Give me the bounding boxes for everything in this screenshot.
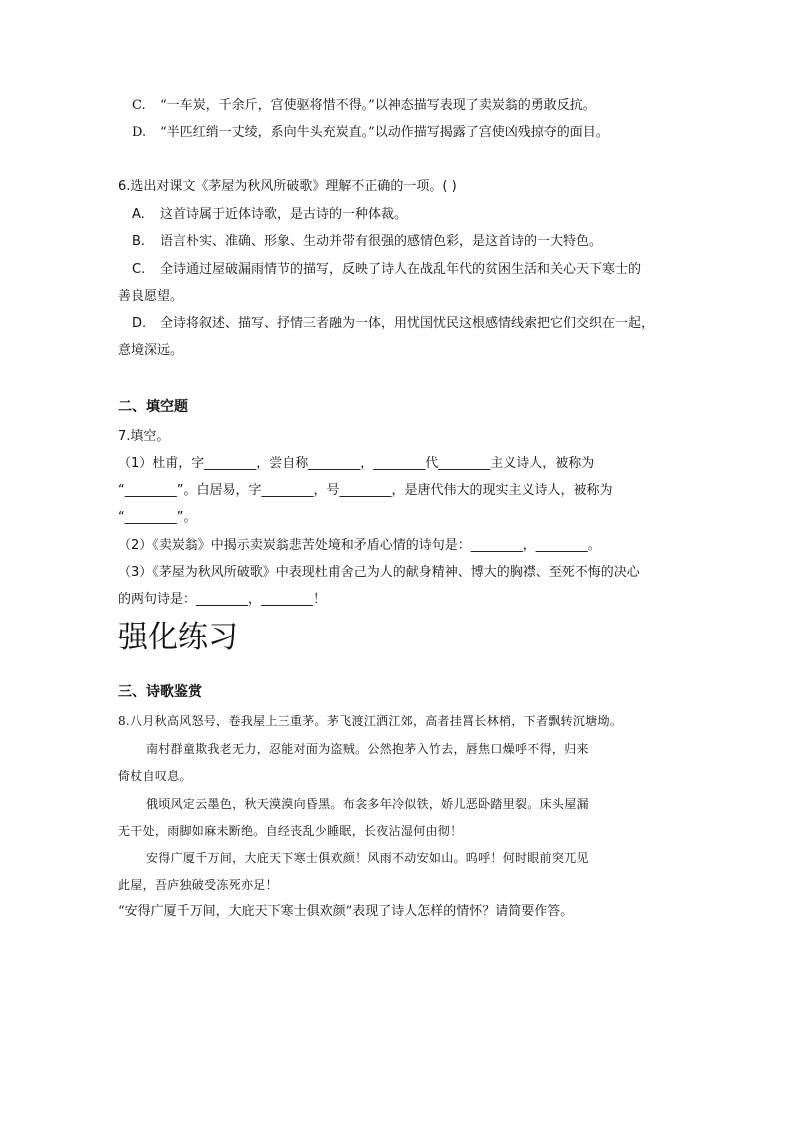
q5-option-c xyxy=(132,97,596,115)
q6-stem: 6.选出对课文《茅屋为秋风所破歌》理解不正确的一项。( ) xyxy=(118,179,457,194)
poem-line-1: 8.八月秋高风怒号，卷我屋上三重茅。茅飞渡江洒江郊，高者挂罥长林梢，下者飘转沉塘坳。 xyxy=(118,714,623,728)
q5-option-c-text: “一车炭，千余斤，宫使驱将惜不得。”以神态描写表现了卖炭翁的勇敢反抗。 xyxy=(160,98,596,113)
q6-option-b-label: B. xyxy=(132,234,146,249)
q6-option-d-continued: 意境深远。 xyxy=(118,343,184,358)
q7-2: （2）《卖炭翁》中揭示卖炭翁悲苦处境和矛盾心情的诗句是：________，________。 xyxy=(118,538,601,553)
poem-line-6: 安得广厦千万间，大庇天下寒士俱欢颜！风雨不动安如山。呜呼！何时眼前突兀见 xyxy=(146,851,589,865)
poem-line-5: 无干处，雨脚如麻未断绝。自经丧乱少睡眠，长夜沾湿何由彻！ xyxy=(118,824,463,838)
q8-question: “安得广厦千万间，大庇天下寒士俱欢颜”表现了诗人怎样的情怀？请简要作答。 xyxy=(118,904,574,919)
poem-line-4: 俄顷风定云墨色，秋天漠漠向昏黑。布衾多年冷似铁，娇儿恶卧踏里裂。床头屋漏 xyxy=(146,797,589,811)
q6-option-b-text: 语言朴实、准确、形象、生动并带有很强的感情色彩，是这首诗的一大特色。 xyxy=(160,234,603,249)
section-title-poetry: 三、诗歌鉴赏 xyxy=(118,684,202,700)
q6-option-c-label: C. xyxy=(132,262,146,277)
poem-line-2: 南村群童欺我老无力，忍能对面为盗贼。公然抱茅入竹去，唇焦口燥呼不得，归来 xyxy=(146,742,589,756)
q6-option-d-label: D. xyxy=(132,316,147,331)
q7-stem: 7.填空。 xyxy=(118,429,170,444)
q6-option-c xyxy=(132,261,641,279)
q7-3-line1: （3）《茅屋为秋风所破歌》中表现杜甫舍己为人的献身精神、博大的胸襟、至死不悔的决心 xyxy=(118,565,640,580)
poem-line-3: 倚杖自叹息。 xyxy=(118,769,192,783)
q7-3-line2: 的两句诗是：________，________！ xyxy=(118,592,327,607)
poem-line-7: 此屋，吾庐独破受冻死亦足！ xyxy=(118,878,278,892)
q5-option-d xyxy=(132,124,609,142)
q5-option-d-text: “半匹红绡一丈绫，系向牛头充炭直。”以动作描写揭露了宫使凶残掠夺的面目。 xyxy=(160,125,609,140)
practice-heading: 强化练习 xyxy=(118,620,238,655)
q7-1-line1: （1）杜甫，字________，尝自称________，________代________主义诗人，被称为 xyxy=(118,456,595,471)
q6-option-c-text: 全诗通过屋破漏雨情节的描写，反映了诗人在战乱年代的贫困生活和关心天下寒士的 xyxy=(160,262,642,277)
q7-1-line2: “________”。白居易，字________，号________，是唐代伟大的现实主义诗人，被称为 xyxy=(118,483,613,498)
q6-option-d xyxy=(132,315,654,333)
q6-option-a xyxy=(132,206,407,224)
section-title-fill-blank: 二、填空题 xyxy=(118,399,188,415)
q6-option-d-text: 全诗将叙述、描写、抒情三者融为一体，用忧国忧民这根感情线索把它们交织在一起， xyxy=(160,316,655,331)
q5-option-c-label: C. xyxy=(132,98,146,113)
q6-option-a-text: 这首诗属于近体诗歌，是古诗的一种体裁。 xyxy=(160,207,408,222)
q6-option-a-label: A. xyxy=(132,207,145,222)
q6-option-c-continued: 善良愿望。 xyxy=(118,289,184,304)
q7-1-line3: “________”。 xyxy=(118,510,197,525)
q5-option-d-label: D. xyxy=(132,125,147,140)
q6-option-b xyxy=(132,233,602,251)
